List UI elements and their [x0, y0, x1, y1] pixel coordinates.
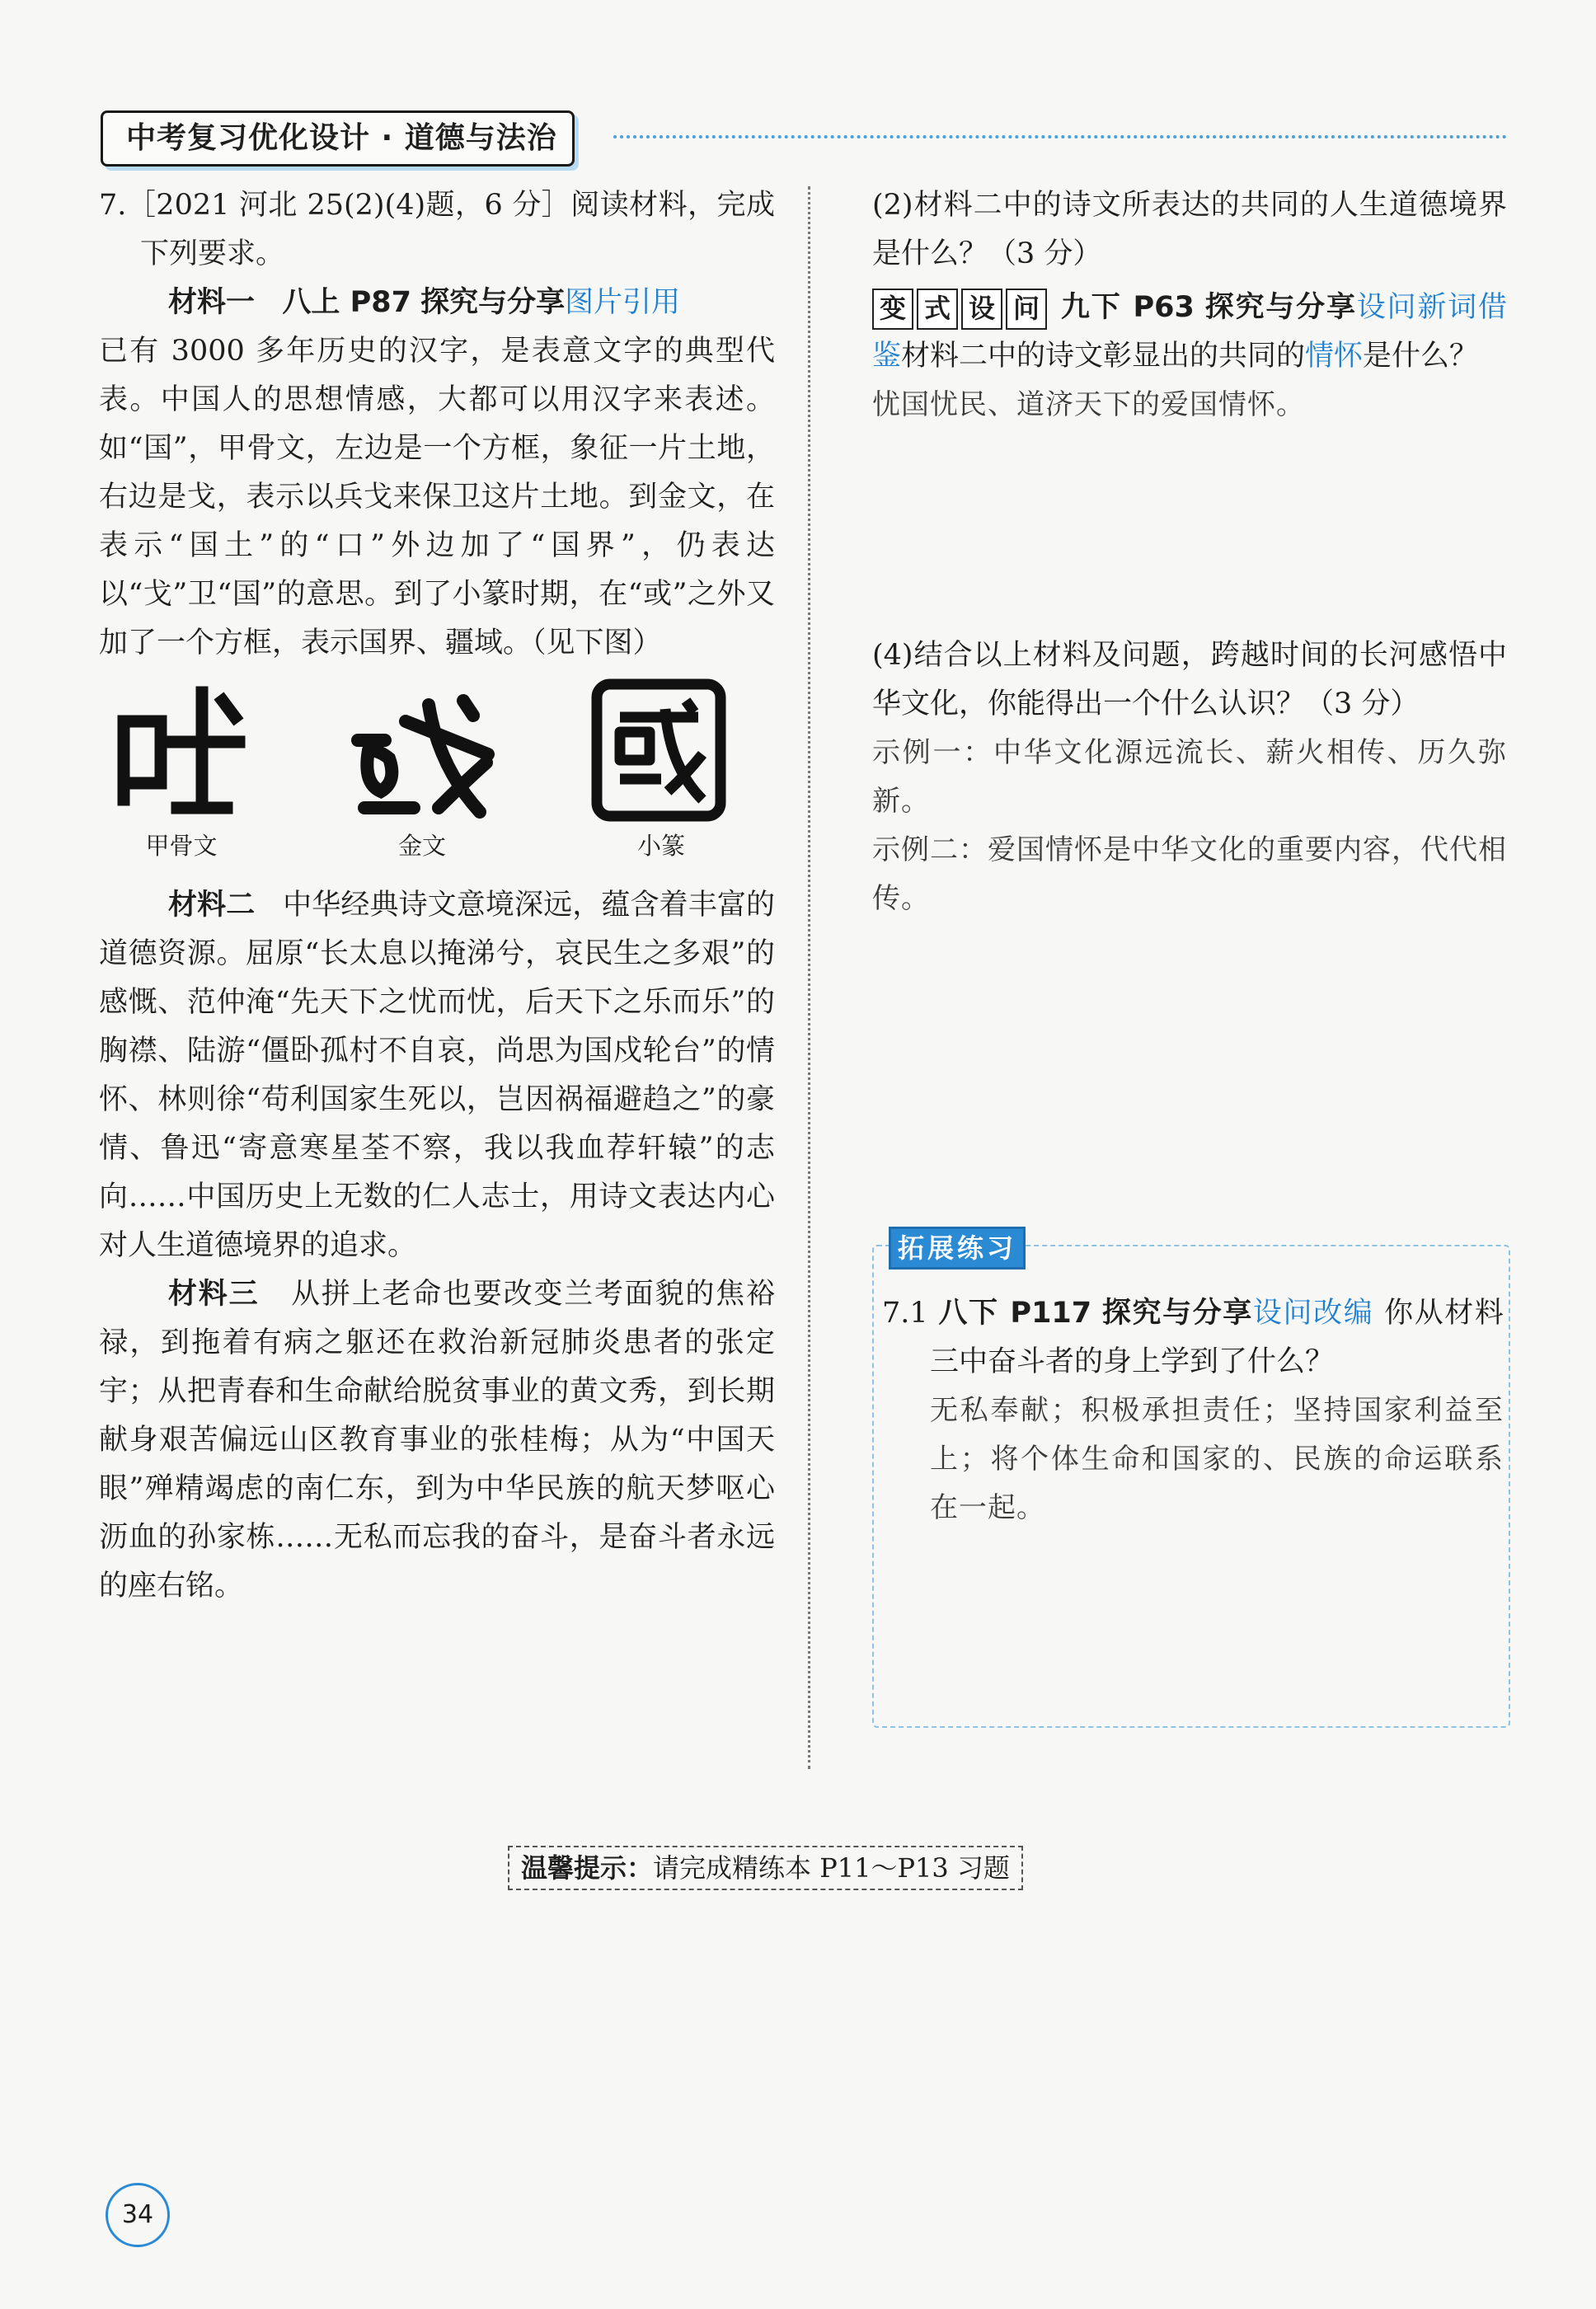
oracle-bone-glyph	[99, 676, 264, 862]
extension-question-text: 你从材料三中奋斗者的身上学到了什么？	[930, 1297, 1504, 1378]
material2-paragraph	[99, 881, 775, 1270]
material3-text: 从拼上老命也要改变兰考面貌的焦裕禄，到拖着有病之躯还在救治新冠肺炎患者的张定宇；从把青春和生命献给脱贫事业的黄文秀，到长期献身艰苦偏远山区教育事业的张桂梅；从为“中国天眼”殚精竭虑的南仁东，到为中华民族的航天梦呕心沥血的孙家栋……无私而忘我的奋斗，是奋斗者永远的座右铭。	[99, 1278, 775, 1603]
variant-ref: 九下 P63	[1060, 291, 1195, 324]
material1-label: 材料一	[168, 286, 256, 319]
page-header	[101, 110, 1507, 168]
variant-char-1: 变	[872, 289, 913, 330]
variant-text-a: 材料二中的诗文彰显出的共同的	[901, 340, 1306, 373]
oracle-bone-guo-icon	[99, 676, 264, 824]
variant-answer: 忧国忧民、道济天下的爱国情怀。	[872, 388, 1305, 421]
material3-paragraph	[99, 1270, 775, 1611]
column-divider	[808, 186, 810, 1769]
caption-bronze: 金文	[397, 832, 446, 860]
extension-ref: 八下 P117	[938, 1297, 1092, 1330]
guo-character-figure	[99, 676, 775, 878]
answer-space-q2	[872, 429, 1507, 631]
bronze-guo-icon	[340, 676, 505, 824]
variant-char-2: 式	[917, 289, 958, 330]
material1-tag: 图片引用	[565, 286, 681, 319]
material2-label: 材料二	[168, 889, 256, 922]
material2-text: 中华经典诗文意境深远，蕴含着丰富的道德资源。屈原“长太息以掩涕兮，哀民生之多艰”的感慨、范仲淹“先天下之忧而忧，后天下之乐而乐”的胸襟、陆游“僵卧孤村不自哀，尚思为国戍轮台”的情怀、林则徐“苟利国家生死以，岂因祸福避趋之”的豪情、鲁迅“寄意寒星荃不察，我以我血荐轩辕”的志向……中国历史上无数的仁人志士，用诗文表达内心对人生道德境界的追求。	[99, 889, 775, 1262]
caption-seal: 小篆	[636, 832, 685, 860]
extension-answer: 无私奉献；积极承担责任；坚持国家利益至上；将个体生命和国家的、民族的命运联系在一起。	[930, 1394, 1504, 1524]
answer-example-1: 示例一：中华文化源远流长、薪火相传、历久弥新。	[872, 736, 1507, 818]
extension-question	[882, 1289, 1504, 1387]
variant-keyword: 情怀	[1305, 340, 1364, 373]
extension-section: 探究与分享	[1101, 1297, 1253, 1330]
tip-text: 请完成精练本 P11～P13 习题	[653, 1852, 1010, 1884]
extension-number: 7.1	[882, 1297, 928, 1330]
left-column	[99, 181, 775, 1611]
variant-char-4: 问	[1006, 289, 1047, 330]
tip-box	[508, 1846, 1023, 1890]
extension-content	[882, 1289, 1504, 1532]
caption-oracle-bone: 甲骨文	[145, 832, 218, 860]
variant-tag: 设问新词借鉴	[872, 291, 1507, 373]
material1-heading	[99, 279, 775, 327]
variant-question	[872, 284, 1507, 381]
seal-guo-icon	[579, 676, 744, 824]
variant-badge	[872, 291, 1050, 324]
header-dotted-rule	[613, 135, 1507, 138]
variant-section: 探究与分享	[1204, 291, 1357, 324]
header-title: 中考复习优化设计 · 道德与法治	[101, 110, 575, 167]
right-column	[872, 181, 1507, 923]
material3-label: 材料三	[168, 1278, 260, 1311]
extension-tag: 拓展练习	[889, 1227, 1026, 1269]
bronze-glyph	[340, 676, 505, 862]
material1-section: 探究与分享	[420, 286, 566, 319]
answer-example-2: 示例二：爱国情怀是中华文化的重要内容，代代相传。	[872, 833, 1507, 915]
material1-text: 已有 3000 多年历史的汉字，是表意文字的典型代表。中国人的思想情感，大都可以用汉字来表述。如“国”，甲骨文，左边是一个方框，象征一片土地，右边是戈，表示以兵戈来保卫这片土地。到金文，在表示“国土”的“口”外边加了“国界”，仍表达以“戈”卫“国”的意思。到了小篆时期，在“或”之外又加了一个方框，表示国界、疆域。（见下图）	[99, 335, 775, 659]
question-2: (2)材料二中的诗文所表达的共同的人生道德境界是什么？（3 分）	[872, 189, 1507, 270]
variant-text-b: 是什么？	[1363, 340, 1479, 373]
variant-char-3: 设	[961, 289, 1002, 330]
question-4: (4)结合以上材料及问题，跨越时间的长河感悟中华文化，你能得出一个什么认识？（3 分）	[872, 639, 1507, 720]
question-head: 7.［2021 河北 25(2)(4)题，6 分］阅读材料，完成下列要求。	[99, 189, 775, 270]
material1-ref: 八上 P87	[282, 286, 411, 319]
page-number: 34	[106, 2183, 170, 2247]
seal-glyph	[579, 676, 744, 862]
tip-label: 温馨提示：	[521, 1852, 654, 1884]
extension-tag2: 设问改编	[1252, 1297, 1374, 1330]
